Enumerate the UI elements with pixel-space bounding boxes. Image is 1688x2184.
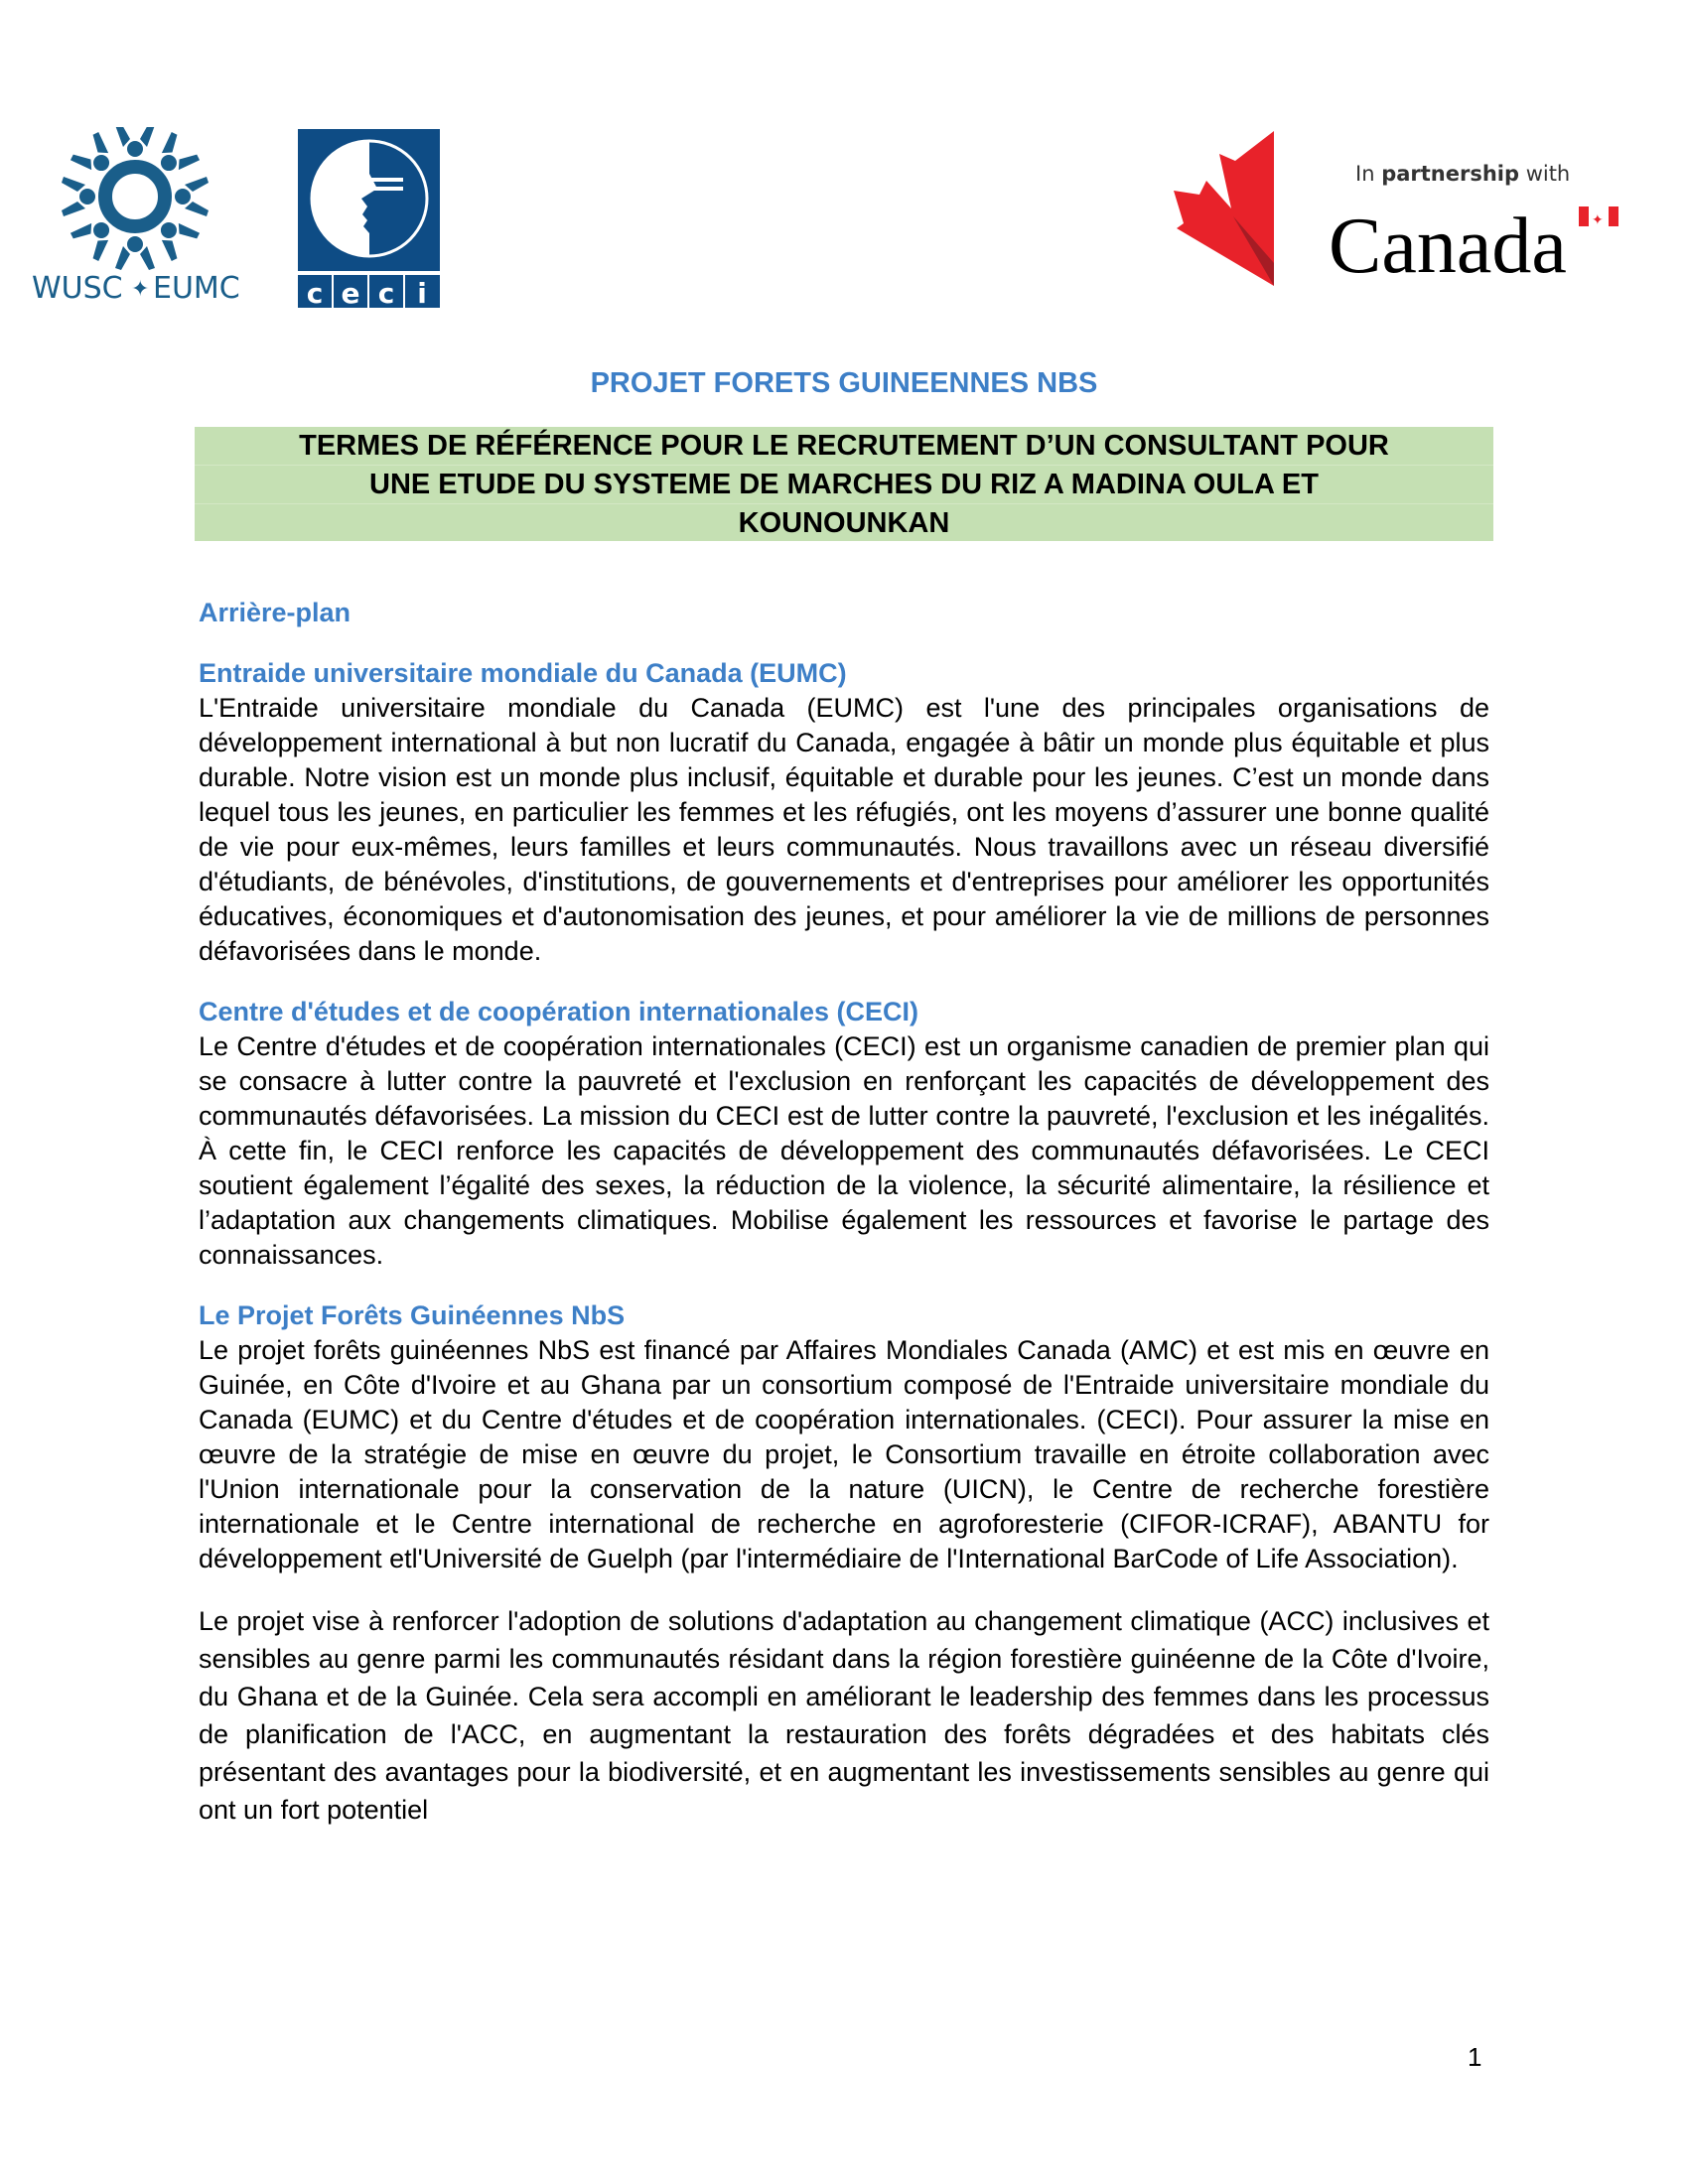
project-title: PROJET FORETS GUINEENNES NBS <box>590 367 1098 399</box>
page-number: 1 <box>1468 2042 1482 2072</box>
wusc-eumc-logo <box>28 127 241 306</box>
document-body <box>199 596 1489 1829</box>
section-heading-project: Le Projet Forêts Guinéennes NbS <box>199 1300 626 1330</box>
background-heading: Arrière-plan <box>199 598 352 627</box>
maple-leaf-icon: ✦ <box>131 277 150 302</box>
terms-of-reference-title-box <box>195 427 1493 541</box>
ceci-logo <box>298 129 440 308</box>
svg-text:WUSC: WUSC <box>32 271 123 306</box>
svg-text:e: e <box>341 277 360 308</box>
svg-text:c: c <box>306 277 324 308</box>
section-heading-eumc: Entraide universitaire mondiale du Canada (EUMC) <box>199 658 847 688</box>
tor-title-line: TERMES DE RÉFÉRENCE POUR LE RECRUTEMENT D’UN CONSULTANT POUR <box>195 427 1493 466</box>
svg-text:In partnership with: In partnership with <box>1355 162 1571 186</box>
svg-text:EUMC: EUMC <box>153 271 240 306</box>
section-body-ceci: Le Centre d'études et de coopération internationales (CECI) est un organisme canadien de premier plan qui se consacre à lutter contre la pauvreté et l'exclusion en renforçant les capacités de développement des communautés défavorisées. La mission du CECI est de lutter contre la pauvreté, l'exclusion et les inégalités. À cette fin, le CECI renforce les capacités de développement des communautés défavorisées. Le CECI soutient également l’égalité des sexes, la réduction de la violence, la sécurité alimentaire, la résilience et l’adaptation aux changements climatiques. Mobilise également les ressources et favorise le partage des connaissances. <box>199 1031 1489 1270</box>
section-body-project-objectives: Le projet vise à renforcer l'adoption de solutions d'adaptation au changement climatique (ACC) inclusives et sensibles au genre parmi les communautés résidant dans la région forestière guinéenne de la Côte d'Ivoire, du Ghana et de la Guinée. Cela sera accompli en améliorant le leadership des femmes dans les processus de planification de l'ACC, en augmentant la restauration des forêts dégradées et des habitats clés présentant des avantages pour la biodiversité, et en augmentant les investissements sensibles au genre qui ont un fort potentiel <box>199 1606 1489 1825</box>
maple-leaf-icon <box>1174 131 1274 286</box>
tor-title-line: KOUNOUNKAN <box>738 507 950 539</box>
canada-flag-icon <box>1579 206 1618 227</box>
section-body-eumc: L'Entraide universitaire mondiale du Canada (EUMC) est l'une des principales organisations de développement international à but non lucratif du Canada, engagée à bâtir un monde plus équitable et plus durable. Notre vision est un monde plus inclusif, équitable et durable pour les jeunes. C’est un monde dans lequel tous les jeunes, en particulier les femmes et les réfugiés, ont les moyens d’assurer une bonne qualité de vie pour eux-mêmes, leurs familles et leurs communautés. Nous travaillons avec un réseau diversifié d'étudiants, de bénévoles, d'institutions, de gouvernements et d'entreprises pour améliorer les opportunités éducatives, économiques et d'autonomisation des jeunes, et pour améliorer la vie de millions de personnes défavorisées dans le monde. <box>199 693 1489 966</box>
section-heading-ceci: Centre d'études et de coopération internationales (CECI) <box>199 997 919 1026</box>
wusc-sun-icon <box>28 127 241 306</box>
svg-text:i: i <box>417 277 427 308</box>
svg-text:✦: ✦ <box>1592 211 1604 227</box>
section-body-project: Le projet forêts guinéennes NbS est financé par Affaires Mondiales Canada (AMC) et est mis en œuvre en Guinée, en Côte d'Ivoire et au Ghana par un consortium composé de l'Entraide universitaire mondiale du Canada (EUMC) et du Centre d'études et de coopération internationales. (CECI). Pour assurer la mise en œuvre de la stratégie de mise en œuvre du projet, le Consortium travaille en étroite collaboration avec l'Union internationale pour la conservation de la nature (UICN), le Centre de recherche forestière internationale et le Centre international de recherche en agroforesterie (CIFOR-ICRAF), ABANTU for développement etl'Université de Guelph (par l'intermédiaire de l'International BarCode of Life Association). <box>199 1335 1489 1573</box>
canada-partnership-logo <box>1172 129 1628 288</box>
svg-text:Canada: Canada <box>1329 203 1567 288</box>
tor-title-line: UNE ETUDE DU SYSTEME DE MARCHES DU RIZ A MADINA OULA ET <box>195 466 1493 504</box>
svg-text:c: c <box>377 277 395 308</box>
